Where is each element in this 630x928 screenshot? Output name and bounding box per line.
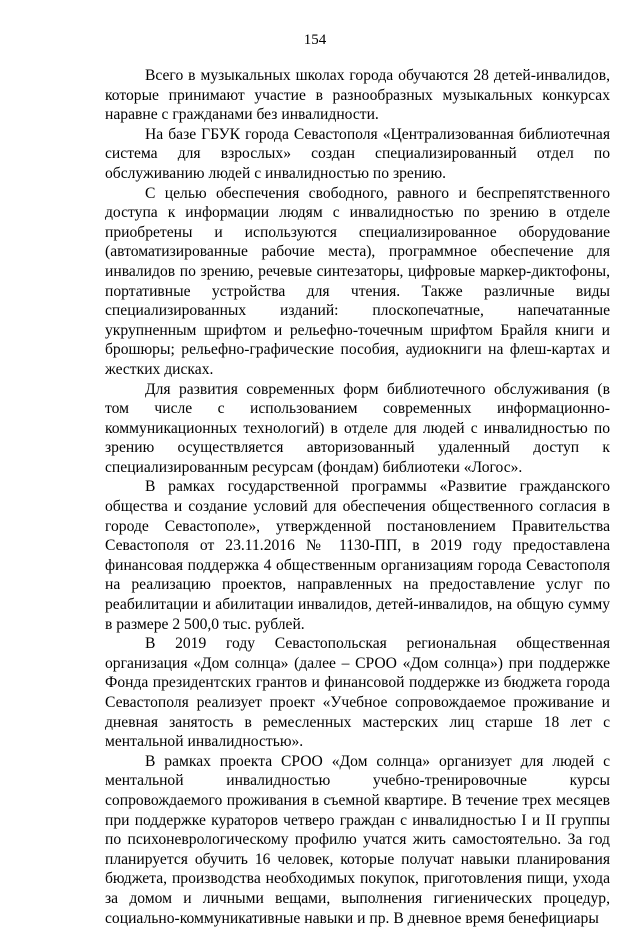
paragraph-dom-solntsa-project: В 2019 году Севастопольская региональная общественная организация «Дом солнца» (далее – СРОО «Дом солнца») при поддержке Фонда президентских грантов и финансовой поддержке из бюджета города Севастополя реализует проект «Учебное сопровождаемое проживание и дневная занятость в ремесленных мастерских лиц старше 18 лет с ментальной инвалидностью». [105, 635, 610, 751]
paragraph-equipment: С целью обеспечения свободного, равного и беспрепятственного доступа к информации людям с инвалидностью по зрению в отделе приобретены и используются специализированное оборудование (автоматизированные рабочие места), программное обеспечение для инвалидов по зрению, речевые синтезаторы, цифровые маркер-диктофоны, портативные устройства для чтения. Также различные виды специализированных изданий: плоскопечатные, напечатанные укрупненным шрифтом и рельефно-точечным шрифтом Брайля книги и брошюры; рельефно-графические пособия, аудиокниги на флеш-картах и жестких дисках. [105, 184, 610, 378]
paragraph-music-schools: Всего в музыкальных школах города обучаются 28 детей-инвалидов, которые принимают участие в разнообразных музыкальных конкурсах наравне с гражданами без инвалидности. [105, 67, 610, 124]
paragraph-supported-living: В рамках проекта СРОО «Дом солнца» организует для людей с ментальной инвалидностью учебно-тренировочные курсы сопровождаемого проживания в съемной квартире. В течение трех месяцев при поддержке кураторов четверо граждан с инвалидностью I и II группы по психоневрологическому профилю учатся жить самостоятельно. За год планируется обучить 16 человек, которые получат навыки планирования бюджета, производства необходимых покупок, приготовления пищи, ухода за домом и личными вещами, выполнения гигиенических процедур, социально-коммуникативные навыки и пр. В дневное время бенефициары [105, 752, 610, 927]
page-number: 154 [303, 32, 327, 48]
paragraph-library-department: На базе ГБУК города Севастополя «Централизованная библиотечная система для взрослых» создан специализированный отдел по обслуживанию людей с инвалидностью по зрению. [105, 125, 610, 182]
paragraph-state-program: В рамках государственной программы «Развитие гражданского общества и создание условий для обеспечения общественного согласия в городе Севастополе», утвержденной постановлением Правительства Севастополя от 23.11.2016 № 1130-ПП, в 2019 году предоставлена финансовая поддержка 4 общественным организациям города Севастополя на реализацию проектов, направленных на предоставление услуг по реабилитации и абилитации инвалидов, детей-инвалидов, на общую сумму в размере 2 500,0 тыс. рублей. [105, 478, 610, 633]
paragraph-remote-access: Для развития современных форм библиотечного обслуживания (в том числе с использованием современных информационно-коммуникационных технологий) в отделе для людей с инвалидностью по зрению осуществляется авторизованный удаленный доступ к специализированным ресурсам (фондам) библиотеки «Логос». [105, 380, 610, 476]
document-body [105, 66, 610, 928]
